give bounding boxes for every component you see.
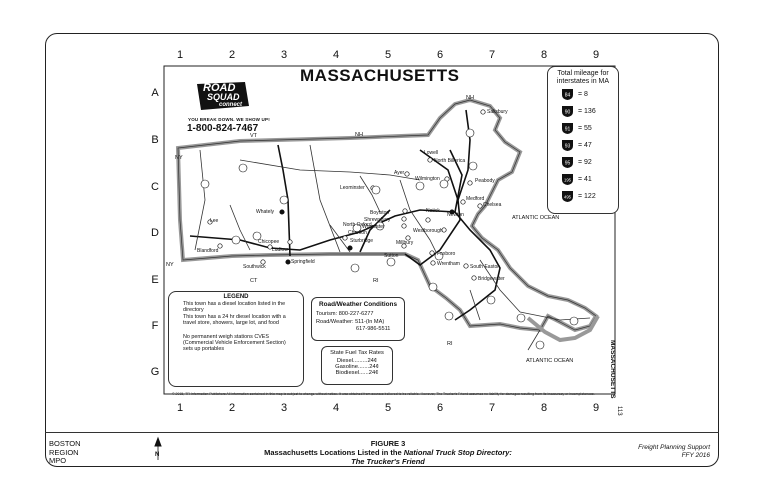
- place-chicopee: Chicopee: [258, 239, 280, 245]
- column-label: 1: [176, 402, 184, 414]
- column-label: 3: [280, 402, 288, 414]
- place-bridgewater: Bridgewater: [478, 276, 505, 282]
- map-legend: [168, 291, 304, 387]
- mileage-value: = 47: [578, 142, 592, 149]
- place-blandford: Blandford: [197, 248, 219, 254]
- mileage-row: [560, 88, 588, 101]
- svg-text:195: 195: [563, 177, 571, 183]
- row-label: E: [151, 274, 159, 286]
- svg-text:495: 495: [563, 194, 571, 200]
- place-southwick: Southwick: [243, 264, 266, 270]
- interstate-shield-icon: [560, 190, 574, 203]
- column-label: 2: [228, 402, 236, 414]
- state-label-vt: VT: [250, 133, 258, 139]
- mileage-title-1: Total mileage for: [557, 70, 609, 77]
- mileage-value: = 122: [578, 193, 596, 200]
- mileage-value: = 92: [578, 159, 592, 166]
- mileage-row: [560, 105, 596, 118]
- fuel-biodiesel: Biodiesel......24¢: [335, 370, 379, 376]
- row-label: B: [151, 134, 159, 146]
- mileage-title-2: interstates in MA: [556, 78, 610, 85]
- state-label-ny: NY: [175, 155, 183, 161]
- place-ludlow: Ludlow: [272, 247, 288, 253]
- place-peabody: Peabody: [475, 178, 495, 184]
- column-label: 6: [436, 49, 444, 61]
- org-line: REGION: [49, 447, 79, 457]
- map-title: MASSACHUSETTS: [300, 66, 460, 85]
- side-state-label: MASSACHUSETTS: [609, 340, 616, 399]
- interstate-shield-icon: [560, 122, 574, 135]
- state-label-nh: NH: [355, 132, 363, 138]
- svg-text:93: 93: [564, 143, 570, 150]
- column-label: 7: [488, 49, 496, 61]
- mileage-row: [560, 122, 592, 135]
- row-label: A: [151, 87, 159, 99]
- footer-program: [600, 444, 710, 460]
- road-weather-box: [311, 297, 405, 341]
- place-whately: Whately: [256, 209, 275, 215]
- figure-number: FIGURE 3: [370, 439, 406, 448]
- mileage-row: [560, 156, 592, 169]
- road-weather-tourism: Tourism: 800-227-6277: [316, 311, 374, 317]
- svg-text:84: 84: [564, 92, 570, 99]
- caption-line1: Massachusetts Locations Listed in the National Truck Stop Directory:: [264, 448, 512, 457]
- road-weather-phone: 617-986-5511: [356, 326, 391, 332]
- place-south-easton: South Easton: [470, 264, 501, 270]
- interstate-mileage-box: [547, 66, 619, 214]
- program-name: Freight Planning Support: [638, 444, 710, 451]
- state-label-nh-top: NH: [466, 95, 474, 101]
- column-label: 4: [332, 402, 340, 414]
- side-page-number: 113: [616, 406, 622, 416]
- place-sutton: Sutton: [384, 253, 399, 259]
- place-north-billerica: North Billerica: [434, 158, 466, 164]
- place-foxboro: Foxboro: [437, 251, 456, 257]
- place-charlton: Charlton: [348, 230, 367, 236]
- place-worcester: Worcester: [362, 224, 385, 230]
- fuel-tax-box: [321, 346, 393, 385]
- copyright-note: © 2015, TR Information Publishers All information contained in this map is subject to change without notice. It was obtained from sources believed to be reliable. However, The Trucker's Friend assumes no liability for damages resulting from its inaccuracy or incompleteness.: [172, 392, 595, 396]
- interstate-shield-icon: [560, 156, 574, 169]
- row-label: D: [151, 227, 159, 239]
- place-ayer: Ayer: [394, 170, 405, 176]
- logo-line2: SQUAD: [207, 92, 240, 102]
- legend-item-weigh: No permanent weigh stations CVES (Commercial Vehicle Enforcement Section) sets up portables: [183, 334, 286, 352]
- fuel-gasoline: Gasoline.......24¢: [335, 364, 379, 370]
- interstate-shield-icon: [560, 173, 574, 186]
- place-newton: Newton: [447, 212, 464, 218]
- place-natick: Natick: [426, 208, 440, 214]
- legend-item-24hr: This town has a 24 hr diesel location with a travel store, showers, large lot, and food: [183, 314, 286, 326]
- state-label-ny-south: NY: [166, 262, 174, 268]
- place-shrewsbury: Shrewsbury: [364, 217, 391, 223]
- place-wrentham: Wrentham: [437, 261, 460, 267]
- column-label: 8: [540, 49, 548, 61]
- place-sturbridge: Sturbridge: [350, 238, 374, 244]
- place-springfield: Springfield: [291, 259, 315, 265]
- row-label: C: [151, 181, 159, 193]
- footer-divider: [45, 432, 719, 433]
- column-label: 4: [332, 49, 340, 61]
- column-label: 5: [384, 402, 392, 414]
- place-boylston: Boylston: [370, 210, 390, 216]
- place-wilmington: Wilmington: [415, 176, 440, 182]
- logo-line1: ROAD: [203, 82, 236, 94]
- state-label-ct: CT: [250, 278, 258, 284]
- footer-organization: [49, 440, 81, 466]
- column-label: 7: [488, 402, 496, 414]
- svg-text:90: 90: [564, 109, 570, 116]
- state-label-ri-south: RI: [447, 341, 453, 347]
- place-westborough: Westborough: [413, 228, 443, 234]
- logo-tagline: YOU BREAK DOWN. WE SHOW UP!: [188, 117, 270, 122]
- legend-item-diesel: This town has a diesel location listed in the directory: [183, 301, 286, 313]
- column-label: 9: [592, 402, 600, 414]
- mileage-value: = 8: [578, 91, 588, 98]
- state-label-ri: RI: [373, 278, 379, 284]
- logo-line3: connect: [219, 102, 243, 108]
- mileage-value: = 41: [578, 176, 592, 183]
- legend-title: LEGEND: [223, 294, 249, 300]
- column-label: 1: [176, 49, 184, 61]
- column-label: 2: [228, 49, 236, 61]
- place-millbury: Millbury: [396, 240, 414, 246]
- column-label: 8: [540, 402, 548, 414]
- place-lee: Lee: [210, 218, 219, 224]
- place-chelsea: Chelsea: [483, 202, 502, 208]
- caption-line2: The Trucker's Friend: [351, 457, 425, 466]
- svg-text:91: 91: [564, 126, 570, 133]
- fiscal-year: FFY 2016: [681, 452, 710, 459]
- row-label: G: [150, 366, 160, 378]
- place-medford: Medford: [466, 196, 485, 202]
- road-weather-title: Road/Weather Conditions: [319, 301, 397, 308]
- place-leominster: Leominster: [340, 185, 365, 191]
- column-label: 3: [280, 49, 288, 61]
- fuel-diesel: Diesel.........24¢: [336, 358, 378, 364]
- mileage-value: = 136: [578, 108, 596, 115]
- org-line: BOSTON: [49, 439, 81, 448]
- mileage-row: [560, 139, 592, 152]
- road-squad-logo: [193, 80, 251, 112]
- road-weather-511: Road/Weather: 511-(In MA): [316, 319, 385, 325]
- ocean-label: ATLANTIC OCEAN: [512, 215, 560, 221]
- logo-phone: 1-800-824-7467: [187, 123, 259, 134]
- mileage-value: = 55: [578, 125, 592, 132]
- mileage-row: [560, 190, 596, 203]
- figure-caption: [238, 439, 538, 466]
- place-lowell: Lowell: [424, 150, 439, 156]
- interstate-shield-icon: [560, 139, 574, 152]
- svg-text:95: 95: [564, 160, 570, 167]
- mileage-row: [560, 173, 592, 186]
- column-label: 6: [436, 402, 444, 414]
- fuel-tax-title: State Fuel Tax Rates: [330, 350, 384, 356]
- column-label: 5: [384, 49, 392, 61]
- interstate-shield-icon: [560, 88, 574, 101]
- place-north-oxford: North Oxford: [343, 222, 372, 228]
- column-label: 9: [592, 49, 600, 61]
- interstate-shield-icon: [560, 105, 574, 118]
- ocean-label: ATLANTIC OCEAN: [526, 358, 574, 364]
- place-salisbury: Salisbury: [487, 109, 508, 115]
- org-line: MPO: [49, 456, 67, 465]
- row-label: F: [151, 320, 159, 332]
